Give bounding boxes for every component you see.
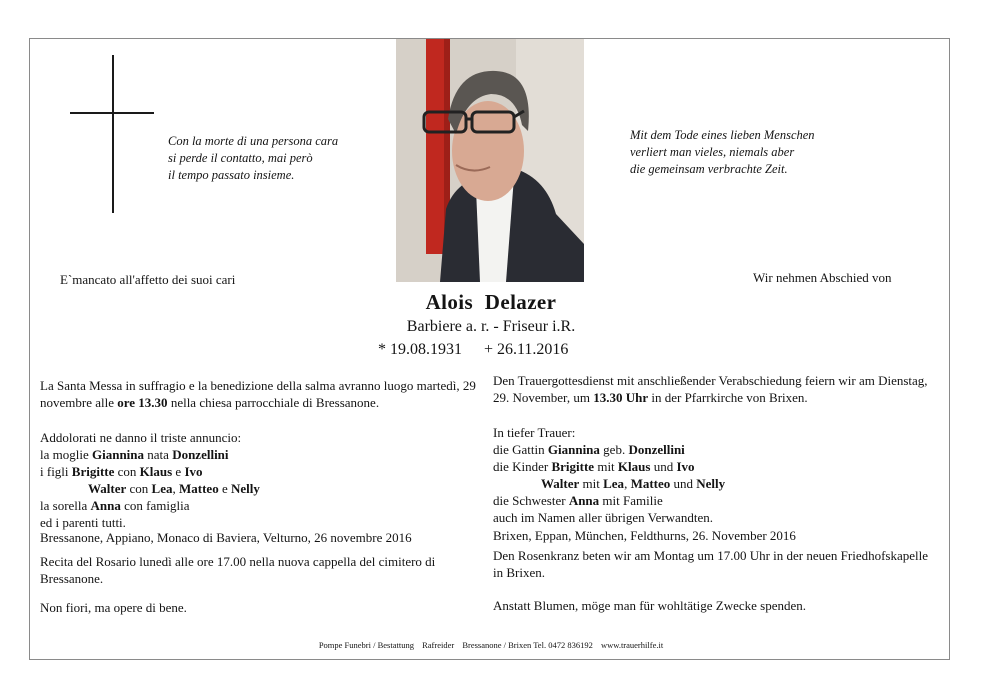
italian-quote: Con la morte di una persona cara si perde il contatto, mai però il tempo passato insieme. bbox=[168, 134, 339, 182]
german-mass-notice: Den Trauergottesdienst mit anschließender Verabschiedung feiern wir am Dienstag, 29. November, um 13.30 Uhr in der Pfarrkirche von Brixen. bbox=[493, 373, 928, 405]
italian-rosary-notice: Recita del Rosario lunedì alle ore 17.00 nella nuova cappella del cimitero di Bressanone. bbox=[40, 554, 436, 586]
german-family-list: In tiefer Trauer: die Gattin Giannina geb. Donzellini die Kinder Brigitte mit Klaus und Ivo Walter mit Lea, Matteo und Nelly die Schwester Anna mit Familie auch im Namen aller übrigen Verwandten. bbox=[493, 425, 726, 525]
german-rosary-notice: Den Rosenkranz beten wir am Montag um 17.00 Uhr in der neuen Friedhofskapelle in Brixen. bbox=[493, 548, 929, 580]
birth-date: * 19.08.1931 bbox=[378, 341, 462, 358]
portrait-image bbox=[396, 39, 584, 282]
italian-flowers-note: Non fiori, ma opere di bene. bbox=[40, 600, 187, 615]
funeral-home-footer: Pompe Funebri / Bestattung Rafreider Bressanone / Brixen Tel. 0472 836192 www.trauerhilfe.it bbox=[318, 640, 664, 650]
life-dates bbox=[378, 341, 568, 359]
italian-mass-notice: La Santa Messa in suffragio e la benedizione della salma avranno luogo martedì, 29 novembre alle ore 13.30 nella chiesa parrocchiale di Bressanone. bbox=[40, 378, 476, 410]
italian-family-list: Addolorati ne danno il triste annuncio: la moglie Giannina nata Donzellini i figli Brigitte con Klaus e Ivo Walter con Lea, Matteo e Nelly la sorella Anna con famiglia ed i parenti tutti. bbox=[40, 430, 260, 530]
german-flowers-note: Anstatt Blumen, möge man für wohltätige Zwecke spenden. bbox=[493, 598, 807, 613]
italian-place-date: Bressanone, Appiano, Monaco di Baviera, Velturno, 26 novembre 2016 bbox=[40, 530, 412, 545]
italian-intro: E`mancato all'affetto dei suoi cari bbox=[60, 272, 236, 287]
cross-icon-vertical bbox=[112, 55, 114, 213]
deceased-name: Alois Delazer bbox=[425, 290, 557, 314]
portrait-photo bbox=[396, 39, 584, 282]
cross-icon-horizontal bbox=[70, 112, 154, 114]
website-link[interactable]: www.trauerhilfe.it bbox=[600, 640, 664, 650]
german-intro: Wir nehmen Abschied von bbox=[753, 270, 892, 285]
german-quote: Mit dem Tode eines lieben Menschen verliert man vieles, niemals aber die gemeinsam verbrachte Zeit. bbox=[630, 128, 815, 176]
deceased-profession: Barbiere a. r. - Friseur i.R. bbox=[406, 318, 576, 335]
german-place-date: Brixen, Eppan, München, Feldthurns, 26. November 2016 bbox=[493, 528, 796, 543]
death-date: + 26.11.2016 bbox=[484, 341, 569, 358]
